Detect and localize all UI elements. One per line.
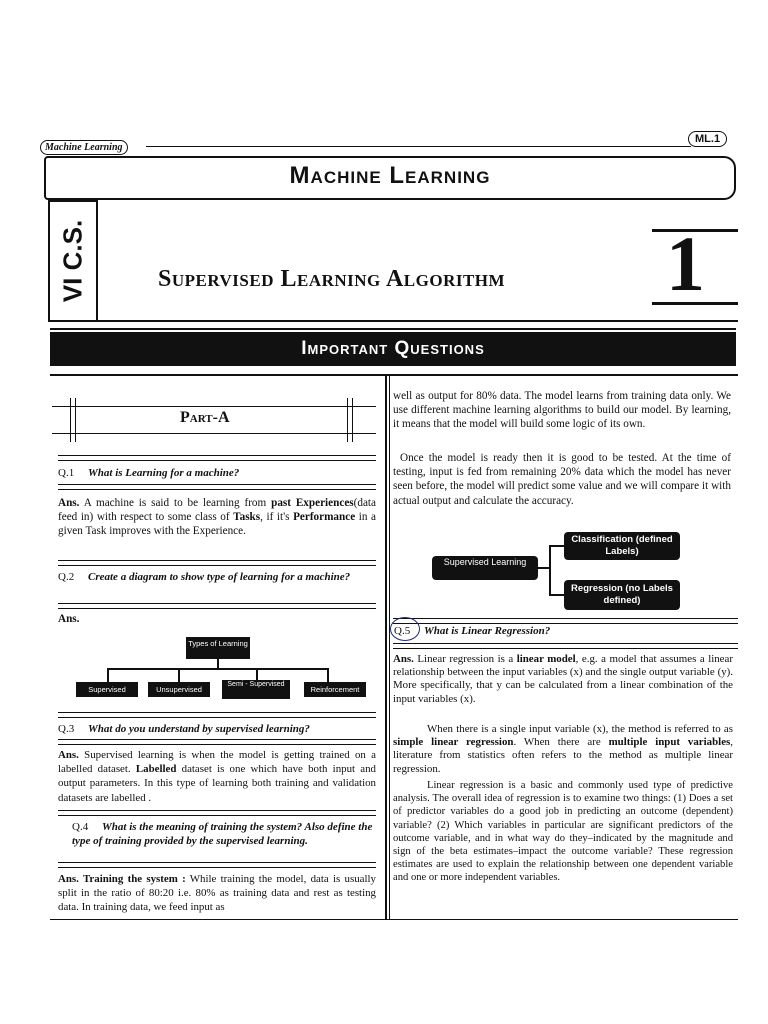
diagram-connector [549, 545, 551, 595]
paragraph-text: When there is a single input variable (x), the method is referred to as [427, 723, 733, 735]
answer-lead: Ans. [58, 749, 79, 761]
book-title: Machine Learning [289, 162, 491, 189]
answer-bold: linear model [516, 653, 576, 665]
diagram-root-box: Types of Learning [186, 637, 250, 659]
answer-lead: Ans. [58, 497, 80, 509]
book-title-box [44, 156, 736, 200]
answer-bold: Performance [293, 511, 356, 524]
answer-1 [58, 496, 376, 539]
q3-rule [58, 712, 376, 718]
answer-5 [393, 653, 733, 706]
answer-text: Linear regression is a [413, 653, 517, 665]
question-4 [72, 820, 376, 848]
part-a-rail-top [52, 406, 376, 407]
q1-rule [58, 455, 376, 461]
part-a-post [352, 398, 353, 442]
columns-bottom-rule [50, 919, 738, 920]
part-a-post [75, 398, 76, 442]
diagram-connector [549, 594, 564, 596]
q3-rule-bottom [58, 739, 376, 745]
question-number: Q.5 [394, 625, 411, 637]
diagram-child-box: Semi - Supervised [222, 680, 290, 699]
question-text: What is Linear Regression? [424, 625, 551, 637]
answer-text: (data feed in) with respect to some class of [58, 497, 376, 524]
answer-text: dataset is one which have both input and output parameters. In this type of learning both training and validation datasets are labelled . [58, 763, 376, 804]
paragraph-bold: simple linear regression [393, 736, 514, 749]
answer-lead: Ans. Training the system : [58, 873, 186, 885]
answer-bold: Tasks [233, 511, 261, 524]
running-header-left: Machine Learning [40, 140, 128, 155]
paragraph-4: Linear regression is a basic and commonly used type of predictive analysis. The overall idea of regression is to examine two things: (1) Does a set of predictor variables do a good job in predicting an outcome (dependent) variable? (2) Which variables in particular are significant predictors of the outcome variable, and in what way do they–indicated by the magnitude and sign of the beta estimates–impact the outcome variable? These regression estimates are used to explain the relationship between one dependent variable and one or more independent variables. [393, 780, 733, 884]
answer-text: , e.g. a model that assumes a linear relationship between the input variables (x) and the single output variable (y). More specifically, that y can be calculated from a linear combination of the input variables (x). [393, 653, 733, 705]
diagram-connector [549, 545, 564, 547]
q2-rule-bottom [58, 603, 376, 609]
q4-rule-bottom [58, 862, 376, 868]
chapter-number: 1 [666, 220, 705, 307]
side-label-box [48, 200, 98, 322]
diagram-classification-box: Classification (defined Labels) [564, 532, 680, 560]
answer-text: , if it's [260, 511, 294, 524]
question-number: Q.2 [58, 571, 75, 583]
answer-text: Supervised learning is when the model is getting trained on a labelled dataset. [58, 749, 376, 776]
q2-rule [58, 560, 376, 566]
question-number: Q.3 [58, 723, 75, 735]
paragraph-2: Once the model is ready then it is good to be tested. At the time of testing, input is fed from remaining 20% data which the model has never seen before, the model will predict some value and we will compare it with actual output and calculate the accuracy. [393, 452, 731, 507]
diagram-child-box: Supervised [76, 682, 138, 697]
question-text: What do you understand by supervised learning? [88, 723, 310, 735]
answer-text: While training the model, data is usually split in the ratio of 80:20 i.e. 80% as training data and rest as testing data. In training data, we feed input as [58, 873, 376, 914]
answer-bold: past Experiences [271, 497, 354, 509]
question-2 [58, 570, 376, 584]
question-text: Create a diagram to show type of learning for a machine? [88, 571, 351, 583]
part-heading: Part-A [180, 409, 230, 426]
q5-rule-bottom [393, 643, 738, 649]
question-1 [58, 466, 376, 480]
answer-2-label: Ans. [58, 613, 80, 625]
question-text: What is the meaning of training the system? Also define the type of training provided by the supervised learning. [72, 821, 373, 847]
page-number: ML.1 [688, 131, 727, 147]
column-divider [385, 374, 387, 920]
chapter-number-rule-bottom [652, 302, 738, 305]
diagram-child-box: Unsupervised [148, 682, 210, 697]
section-banner: Important Questions [50, 332, 736, 366]
part-a-post [347, 398, 348, 442]
diagram-connector [256, 668, 258, 680]
diagram-connector [178, 668, 180, 682]
diagram-connector [107, 668, 327, 670]
paragraph-1: well as output for 80% data. The model learns from training data only. We use different machine learning algorithms to build our model. By learning, it means that the model will build some logic of its own. [393, 390, 731, 431]
part-a-rail-bottom [52, 433, 376, 434]
answer-lead: Ans. [393, 653, 414, 665]
chapter-rule [98, 320, 738, 322]
side-label: VI C.S. [57, 219, 88, 303]
paragraph-text: , literature from statistics often refers to the method as multiple linear regression. [393, 736, 733, 775]
answer-4 [58, 872, 376, 915]
answer-3 [58, 748, 376, 805]
question-number: Q.1 [58, 467, 75, 479]
question-number: Q.4 [72, 821, 89, 833]
columns-top-rule [50, 374, 738, 376]
paragraph-3 [393, 723, 733, 776]
diagram-supervised-box: Supervised Learning [432, 556, 538, 580]
diagram-regression-box: Regression (no Labels defined) [564, 580, 680, 610]
q4-rule [58, 810, 376, 816]
part-a-post [70, 398, 71, 442]
paragraph-text: . When there are [513, 736, 609, 749]
column-divider-thin [389, 374, 390, 920]
diagram-child-box: Reinforcement [304, 682, 366, 697]
question-text: What is Learning for a machine? [88, 467, 240, 479]
diagram-connector [107, 668, 109, 682]
question-5 [394, 624, 734, 638]
answer-text: A machine is said to be learning from [79, 497, 272, 509]
diagram-connector [327, 668, 329, 682]
q1-rule-bottom [58, 484, 376, 490]
chapter-title: Supervised Learning Algorithm [158, 266, 506, 292]
answer-text: in a given Task improves with the Experience. [58, 511, 376, 538]
answer-bold: Labelled [135, 763, 177, 776]
header-rule [146, 146, 691, 147]
paragraph-bold: multiple input variables [608, 736, 731, 749]
question-3 [58, 722, 376, 736]
